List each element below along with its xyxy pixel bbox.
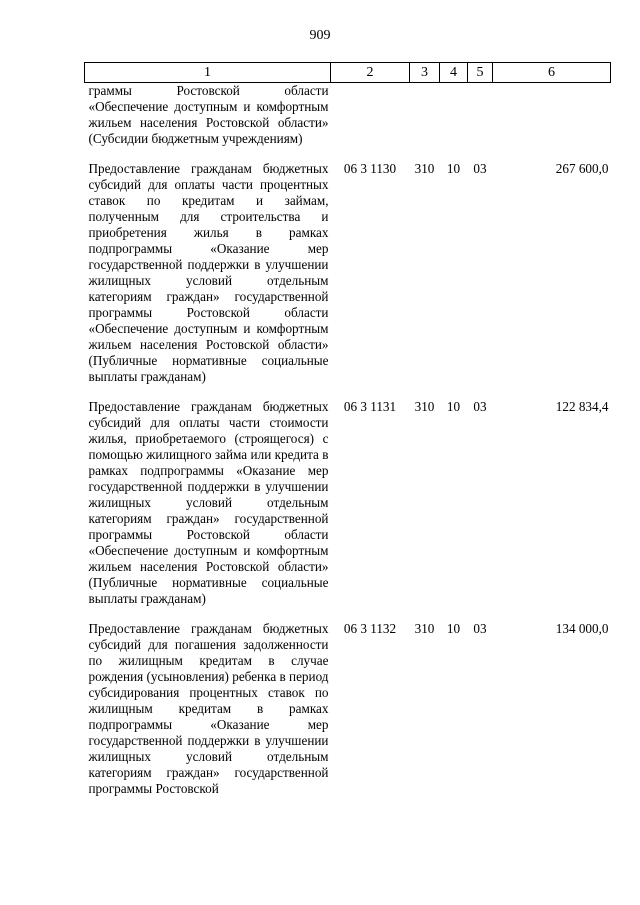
header-col-5: 5 — [468, 63, 493, 83]
row-amount: 134 000,0 — [555, 621, 609, 636]
row-subsection: 03 — [473, 161, 487, 176]
row-expense-type — [410, 83, 440, 156]
header-col-4: 4 — [440, 63, 468, 83]
table-row — [85, 155, 611, 393]
row-target-code: 06 3 1132 — [343, 621, 397, 636]
budget-table — [84, 62, 611, 805]
row-expense-type: 310 — [414, 399, 435, 414]
page-number: 909 — [309, 28, 331, 43]
row-section: 10 — [446, 399, 461, 414]
row-subsection: 03 — [473, 621, 487, 636]
table-row — [85, 393, 611, 615]
row-subsection — [468, 83, 493, 156]
row-section: 10 — [446, 621, 461, 636]
row-section: 10 — [446, 161, 461, 176]
row-amount: 122 834,4 — [555, 399, 609, 414]
row-section — [440, 83, 468, 156]
header-col-6: 6 — [493, 63, 611, 83]
row-subsection: 03 — [473, 399, 487, 414]
table-row — [85, 83, 611, 156]
header-col-1: 1 — [85, 63, 331, 83]
row-description: Предоставление гражданам бюджетных субсидий для оплаты части стоимости жилья, приобретаемого (строящегося) с помощью жилищного займа или кредита в рамках подпрограммы «Оказание мер государственной поддержки в улучшении жилищных условий отдельным категориям граждан» государственной программы Ростовской области «Обеспечение доступным и комфортным жильем населения Ростовской области» (Публичные нормативные социальные выплаты гражданам) — [88, 399, 329, 606]
row-target-code: 06 3 1131 — [343, 399, 397, 414]
table-row — [85, 615, 611, 805]
header-col-2: 2 — [331, 63, 410, 83]
row-expense-type: 310 — [414, 621, 435, 636]
row-description: граммы Ростовской области «Обеспечение доступным и комфортным жильем населения Ростовской области» (Субсидии бюджетным учреждениям) — [88, 83, 329, 146]
row-description: Предоставление гражданам бюджетных субсидий для погашения задолженности по жилищным кредитам в случае рождения (усыновления) ребенка в период субсидирования процентных ставок по жилищным кредитам в рамках подпрограммы «Оказание мер государственной поддержки в улучшении жилищных условий отдельным категориям граждан» государственной программы Ростовской — [88, 621, 329, 796]
row-target-code: 06 3 1130 — [343, 161, 397, 176]
header-col-3: 3 — [410, 63, 440, 83]
row-target-code — [331, 83, 410, 156]
row-description: Предоставление гражданам бюджетных субсидий для оплаты части процентных ставок по кредитам и займам, полученным для строительства и приобретения жилья в рамках подпрограммы «Оказание мер государственной поддержки в улучшении жилищных условий отдельным категориям граждан» государственной программы Ростовской области «Обеспечение доступным и комфортным жильем населения Ростовской области» (Публичные нормативные социальные выплаты гражданам) — [88, 161, 329, 384]
row-amount — [493, 83, 611, 156]
row-amount: 267 600,0 — [555, 161, 609, 176]
row-expense-type: 310 — [414, 161, 435, 176]
table-header-row — [85, 63, 611, 83]
